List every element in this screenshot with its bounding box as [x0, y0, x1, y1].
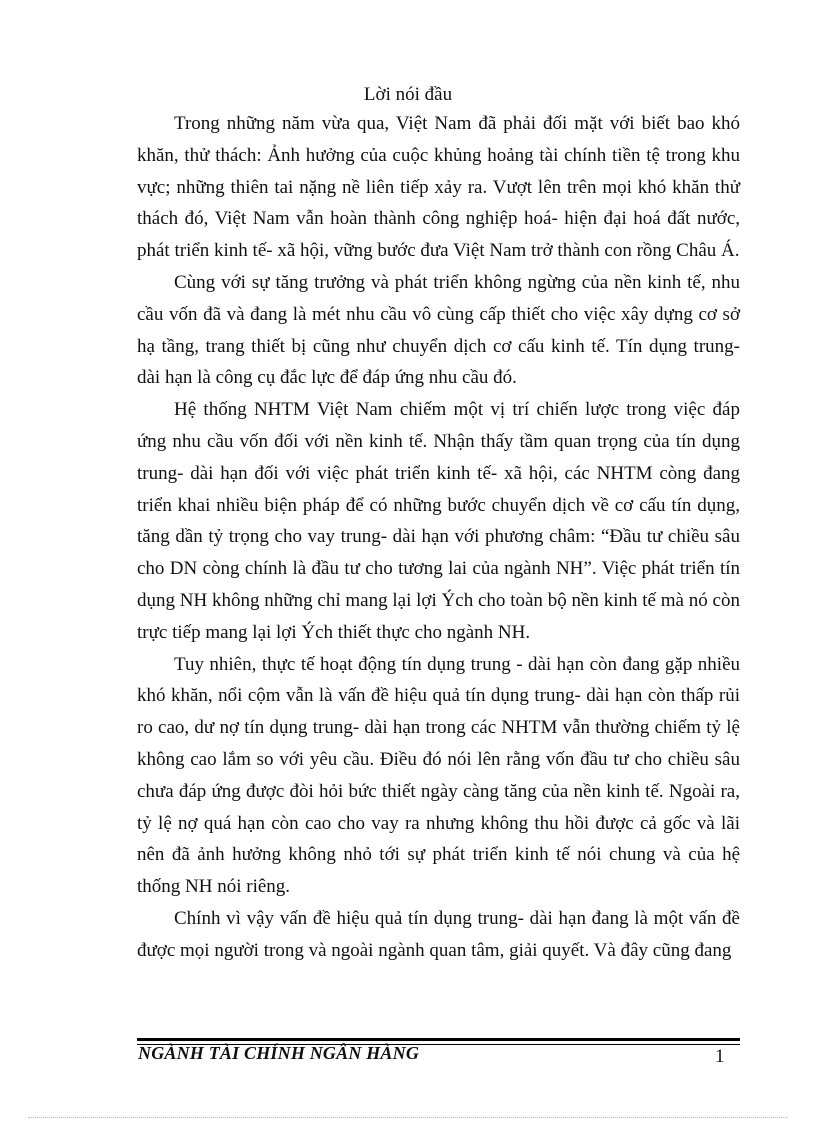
paragraph: Cùng với sự tăng trưởng và phát triển không ngừng của nền kinh tế, nhu cầu vốn đã và đang là mét nhu cầu vô cùng cấp thiết cho việc xây dựng cơ sở hạ tầng, trang thiết bị cũng như chuyển dịch cơ cấu kinh tế. Tín dụng trung- dài hạn là công cụ đắc lực để đáp ứng nhu cầu đó.: [137, 271, 740, 389]
page-edge-divider: [28, 1117, 788, 1118]
page-title: Lời nói đầu: [363, 84, 453, 105]
paragraph: Chính vì vậy vấn đề hiệu quả tín dụng trung- dài hạn đang là một vấn đề được mọi người trong và ngoài ngành quan tâm, giải quyết. Và đây cũng đang: [137, 907, 740, 961]
footer-title: NGÀNH TÀI CHÍNH NGÂN HÀNG: [138, 1043, 420, 1063]
body-text: [137, 108, 740, 967]
paragraph: Trong những năm vừa qua, Việt Nam đã phải đối mặt với biết bao khó khăn, thử thách: Ảnh hưởng của cuộc khủng hoảng tài chính tiền tệ trong khu vực; những thiên tai nặng nề liên tiếp xảy ra. Vượt lên trên mọi khó khăn thử thách đó, Việt Nam vẫn hoàn thành công nghiệp hoá- hiện đại hoá đất nước, phát triển kinh tế- xã hội, vững bước đưa Việt Nam trở thành con rồng Châu Á.: [137, 113, 740, 262]
paragraph: Tuy nhiên, thực tế hoạt động tín dụng trung - dài hạn còn đang gặp nhiều khó khăn, nổi cộm vẫn là vấn đề hiệu quả tín dụng trung- dài hạn còn thấp rủi ro cao, dư nợ tín dụng trung- dài hạn trong các NHTM vẫn thường chiếm tỷ lệ không cao lắm so với yêu cầu. Điều đó nói lên rằng vốn đầu tư cho chiều sâu chưa đáp ứng được đòi hỏi bức thiết ngày càng tăng của nền kinh tế. Ngoài ra, tỷ lệ nợ quá hạn còn cao cho vay ra nhưng không thu hồi được cả gốc và lãi nên đã ảnh hưởng không nhỏ tới sự phát triển kinh tế nói chung và của hệ thống NH nói riêng.: [137, 653, 740, 898]
page-number: 1: [715, 1046, 725, 1067]
paragraph: Hệ thống NHTM Việt Nam chiếm một vị trí chiến lược trong việc đáp ứng nhu cầu vốn đối với nền kinh tế. Nhận thấy tầm quan trọng của tín dụng trung- dài hạn đối với việc phát triển kinh tế- xã hội, các NHTM còng đang triển khai nhiều biện pháp để có những bước chuyển dịch về cơ cấu tín dụng, tăng dần tỷ trọng cho vay trung- dài hạn với phương châm: “Đầu tư chiều sâu cho DN còng chính là đầu tư cho tương lai của ngành NH”. Việc phát triển tín dụng NH không những chỉ mang lại lợi Ých cho toàn bộ nền kinh tế mà nó còn trực tiếp mang lại lợi Ých thiết thực cho ngành NH.: [137, 399, 740, 643]
